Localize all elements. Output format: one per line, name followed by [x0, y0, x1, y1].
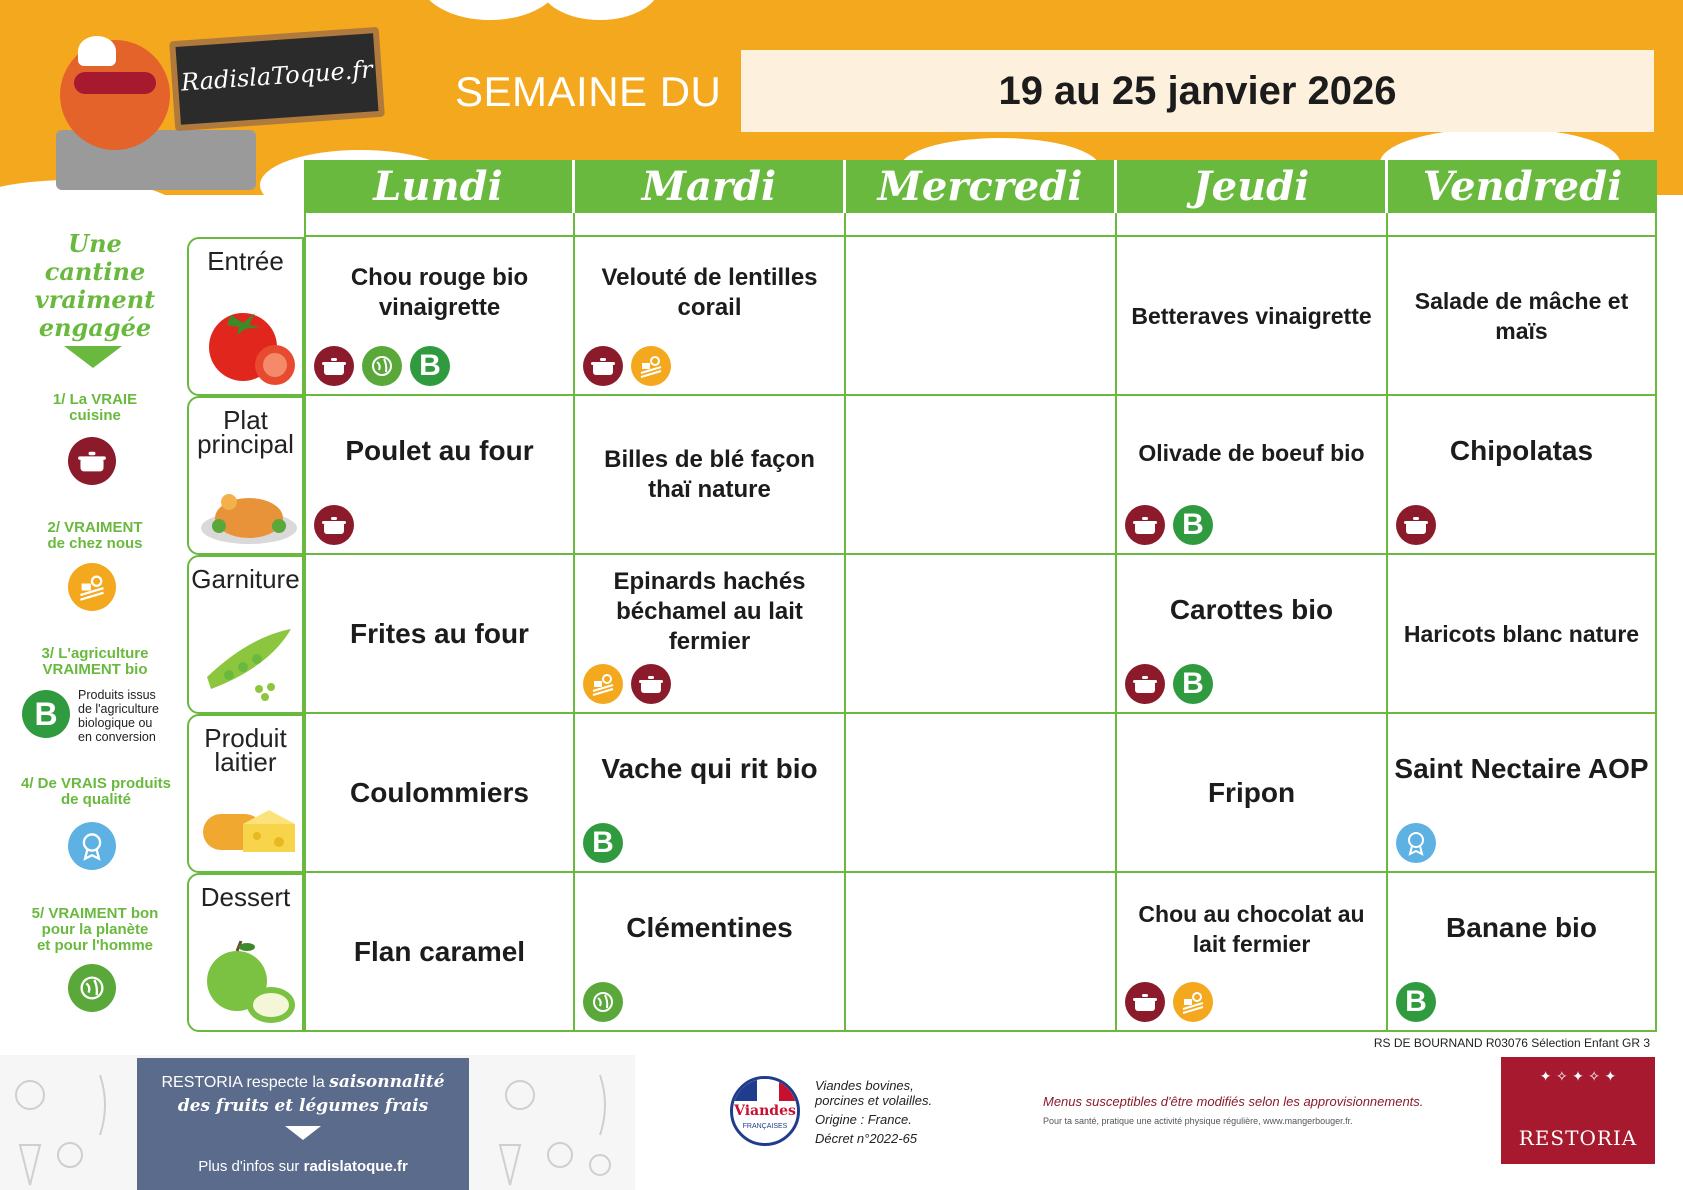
menu-cell [1117, 237, 1388, 396]
category-label: Produit laitier [204, 723, 287, 777]
day-subheader [304, 213, 575, 237]
sidebar-item-label: 4/ De VRAIS produits [20, 775, 172, 792]
dish-name: Velouté de lentilles corail [601, 264, 818, 321]
dish-icons [1396, 505, 1436, 545]
flag-stripe [779, 1079, 800, 1101]
menu-cell [304, 237, 575, 396]
menu-cell [1388, 714, 1657, 873]
day-subheader [575, 213, 846, 237]
flag-stripe [757, 1079, 779, 1101]
restoria-logo-text: RESTORIA [1518, 1126, 1638, 1150]
sidebar-item-cuisine [30, 392, 160, 424]
reference-code: RS DE BOURNAND R03076 Sélection Enfant GR 3 [1373, 1036, 1650, 1050]
dish-name: Saint Nectaire AOP [1394, 753, 1649, 784]
category-garniture [187, 555, 304, 714]
bio-description-line: biologique ou [78, 716, 153, 730]
menu-cell [846, 555, 1117, 714]
planet-icon [68, 964, 116, 1012]
restoria-info-line [137, 1072, 469, 1092]
bio-icon: B [1173, 505, 1213, 545]
local-farm-icon [1173, 982, 1213, 1022]
dish-icons [583, 664, 671, 704]
vf-logo-subtext: FRANÇAISES [742, 1123, 788, 1130]
day-header-jeudi: Jeudi [1117, 160, 1388, 213]
dish-name: Frites au four [350, 617, 529, 649]
pot-icon [314, 505, 354, 545]
quality-icon [1396, 823, 1436, 863]
sidebar-item-label: 2/ VRAIMENT [47, 519, 143, 536]
sidebar-title-line: vraiment [34, 285, 156, 314]
sidebar-item-label: pour la planète [41, 921, 149, 938]
viandes-francaises-logo [730, 1076, 800, 1146]
category-label: Entrée [207, 246, 284, 276]
sidebar-item-planet [20, 906, 170, 954]
chef-hat-icon [78, 36, 116, 66]
day-header-lundi: Lundi [304, 160, 575, 213]
flag-stripe [733, 1079, 757, 1101]
pot-icon [314, 346, 354, 386]
dish-name: Clémentines [626, 912, 793, 943]
down-arrow-icon [64, 346, 122, 368]
menu-cell [575, 396, 846, 555]
sidebar-title-line: Une cantine [44, 229, 146, 286]
dish-name: Betteraves vinaigrette [1131, 302, 1372, 329]
dish-name: Banane bio [1446, 912, 1597, 943]
dish-name: Olivade de boeuf bio [1138, 440, 1365, 466]
category-entree [187, 237, 304, 396]
menu-cell [575, 873, 846, 1032]
dish-name: Chou au chocolat au lait fermier [1138, 901, 1365, 957]
dish-name: Chipolatas [1449, 435, 1594, 466]
local-farm-icon [631, 346, 671, 386]
peas-icon [199, 617, 299, 707]
apple-icon [199, 939, 299, 1029]
menu-cell [575, 555, 846, 714]
dish-name: Fripon [1207, 776, 1296, 808]
bio-icon: B [410, 346, 450, 386]
viandes-origin-note [815, 1078, 932, 1150]
dish-icons [1125, 664, 1213, 704]
dish-icons [583, 982, 623, 1022]
sidebar-item-label: VRAIMENT bio [42, 661, 148, 678]
dish-name: Poulet au four [345, 435, 534, 466]
dish-name: Epinards hachés béchamel au lait fermier [613, 568, 806, 655]
restoria-info-box [137, 1058, 469, 1190]
menu-cell [846, 396, 1117, 555]
dish-icons [583, 346, 671, 386]
sidebar-item-local [20, 520, 170, 552]
pot-icon [68, 437, 116, 485]
local-farm-icon [583, 664, 623, 704]
restoria-info-text: RESTORIA respecte la [161, 1074, 325, 1091]
quality-icon [68, 822, 116, 870]
down-arrow-icon [285, 1126, 321, 1140]
bio-icon: B [1396, 982, 1436, 1022]
menu-cell [846, 873, 1117, 1032]
day-subheader [1388, 213, 1657, 237]
menu-cell [575, 714, 846, 873]
sidebar-item-label: et pour l'homme [36, 937, 154, 954]
menu-cell [1388, 873, 1657, 1032]
date-range: 19 au 25 janvier 2026 [998, 68, 1397, 113]
menu-cell [304, 714, 575, 873]
tomato-icon [203, 295, 298, 390]
category-label: Garniture [191, 564, 300, 594]
bio-description-line: de l'agriculture [78, 702, 159, 716]
bio-description-line: en conversion [78, 730, 156, 744]
dish-name: Flan caramel [353, 935, 526, 967]
pot-icon [1396, 505, 1436, 545]
sidebar-item-label: de chez nous [47, 535, 143, 552]
dish-icons [1125, 982, 1213, 1022]
stars-icon: ✦ ✧ ✦ ✧ ✦ [1539, 1069, 1617, 1085]
pot-icon [1125, 664, 1165, 704]
chef-mask-icon [74, 72, 156, 94]
menu-cell [1388, 396, 1657, 555]
date-box [741, 50, 1654, 132]
sidebar-item-quality [14, 776, 178, 808]
sidebar-item-bio [20, 646, 170, 678]
local-farm-icon [68, 563, 116, 611]
dish-icons [1125, 505, 1213, 545]
vf-line: porcines et volailles. [815, 1093, 933, 1108]
sidebar-item-label: 5/ VRAIMENT bon [31, 905, 159, 922]
day-subheader [846, 213, 1117, 237]
menu-cell [304, 873, 575, 1032]
vf-line: Viandes bovines, [815, 1078, 914, 1093]
dish-name: Vache qui rit bio [601, 753, 818, 784]
pot-icon [631, 664, 671, 704]
vf-line: Décret n°2022-65 [815, 1131, 918, 1146]
bio-icon: B [583, 823, 623, 863]
menu-cell [1117, 873, 1388, 1032]
dish-name: Haricots blanc nature [1403, 620, 1640, 647]
category-label: Plat principal [197, 405, 294, 459]
category-laitier [187, 714, 304, 873]
bio-icon: B [22, 690, 70, 738]
dish-name: Carottes bio [1169, 594, 1334, 625]
planet-icon [362, 346, 402, 386]
dish-name: Salade de mâche et maïs [1414, 287, 1629, 344]
menu-cell [1117, 555, 1388, 714]
dish-icons [1396, 823, 1436, 863]
pot-icon [1125, 982, 1165, 1022]
cheese-icon [199, 802, 299, 862]
radislatoque-logo[interactable] [169, 27, 385, 131]
menu-cell [846, 237, 1117, 396]
dish-icons [314, 505, 354, 545]
bio-description-line: Produits issus [78, 688, 156, 702]
bio-description [78, 688, 178, 744]
menu-cell [846, 714, 1117, 873]
dish-name: Chou rouge bio vinaigrette [350, 264, 529, 321]
restoria-info-link[interactable] [137, 1158, 469, 1175]
restoria-website-link[interactable]: radislatoque.fr [303, 1158, 408, 1175]
menu-cell [1388, 555, 1657, 714]
sidebar-item-label: 1/ La VRAIE [52, 391, 138, 408]
dish-icons [314, 346, 450, 386]
dish-icons [583, 823, 623, 863]
day-header-mercredi: Mercredi [846, 160, 1117, 213]
sidebar-title [20, 230, 170, 342]
day-header-mardi: Mardi [575, 160, 846, 213]
pot-icon [583, 346, 623, 386]
bio-icon: B [1173, 664, 1213, 704]
sidebar-item-label: cuisine [69, 407, 121, 424]
restoria-info-text: Plus d'infos sur [198, 1158, 300, 1175]
category-plat [187, 396, 304, 555]
menu-cell [575, 237, 846, 396]
dish-name: Coulommiers [350, 776, 529, 808]
pot-icon [1125, 505, 1165, 545]
category-label: Dessert [200, 882, 291, 912]
category-dessert [187, 873, 304, 1032]
roast-chicken-icon [199, 478, 299, 548]
restoria-logo [1501, 1057, 1655, 1164]
vf-logo-text: Viandes [734, 1103, 796, 1119]
day-subheader [1117, 213, 1388, 237]
sidebar-item-label: de qualité [60, 791, 131, 808]
sidebar-item-label: 3/ L'agriculture [41, 645, 149, 662]
dish-name: Billes de blé façon thaï nature [604, 445, 815, 503]
menu-cell [304, 555, 575, 714]
menu-cell [1388, 237, 1657, 396]
restoria-info-line: des fruits et légumes frais [177, 1096, 429, 1116]
restoria-info-emphasis: saisonnalité [329, 1072, 445, 1092]
logo-text: RadislaToque.fr [180, 55, 374, 97]
menu-cell [304, 396, 575, 555]
health-note: Pour ta santé, pratique une activité physique régulière, www.mangerbouger.fr. [1043, 1116, 1353, 1126]
dish-icons [1396, 982, 1436, 1022]
menu-cell [1117, 714, 1388, 873]
semaine-label: SEMAINE DU [455, 68, 722, 115]
vf-line: Origine : France. [815, 1112, 912, 1127]
planet-icon [583, 982, 623, 1022]
menus-disclaimer: Menus susceptibles d'être modifiés selon les approvisionnements. [1043, 1094, 1424, 1109]
day-header-vendredi: Vendredi [1388, 160, 1657, 213]
menu-cell [1117, 396, 1388, 555]
sidebar-title-line: engagée [38, 313, 152, 342]
